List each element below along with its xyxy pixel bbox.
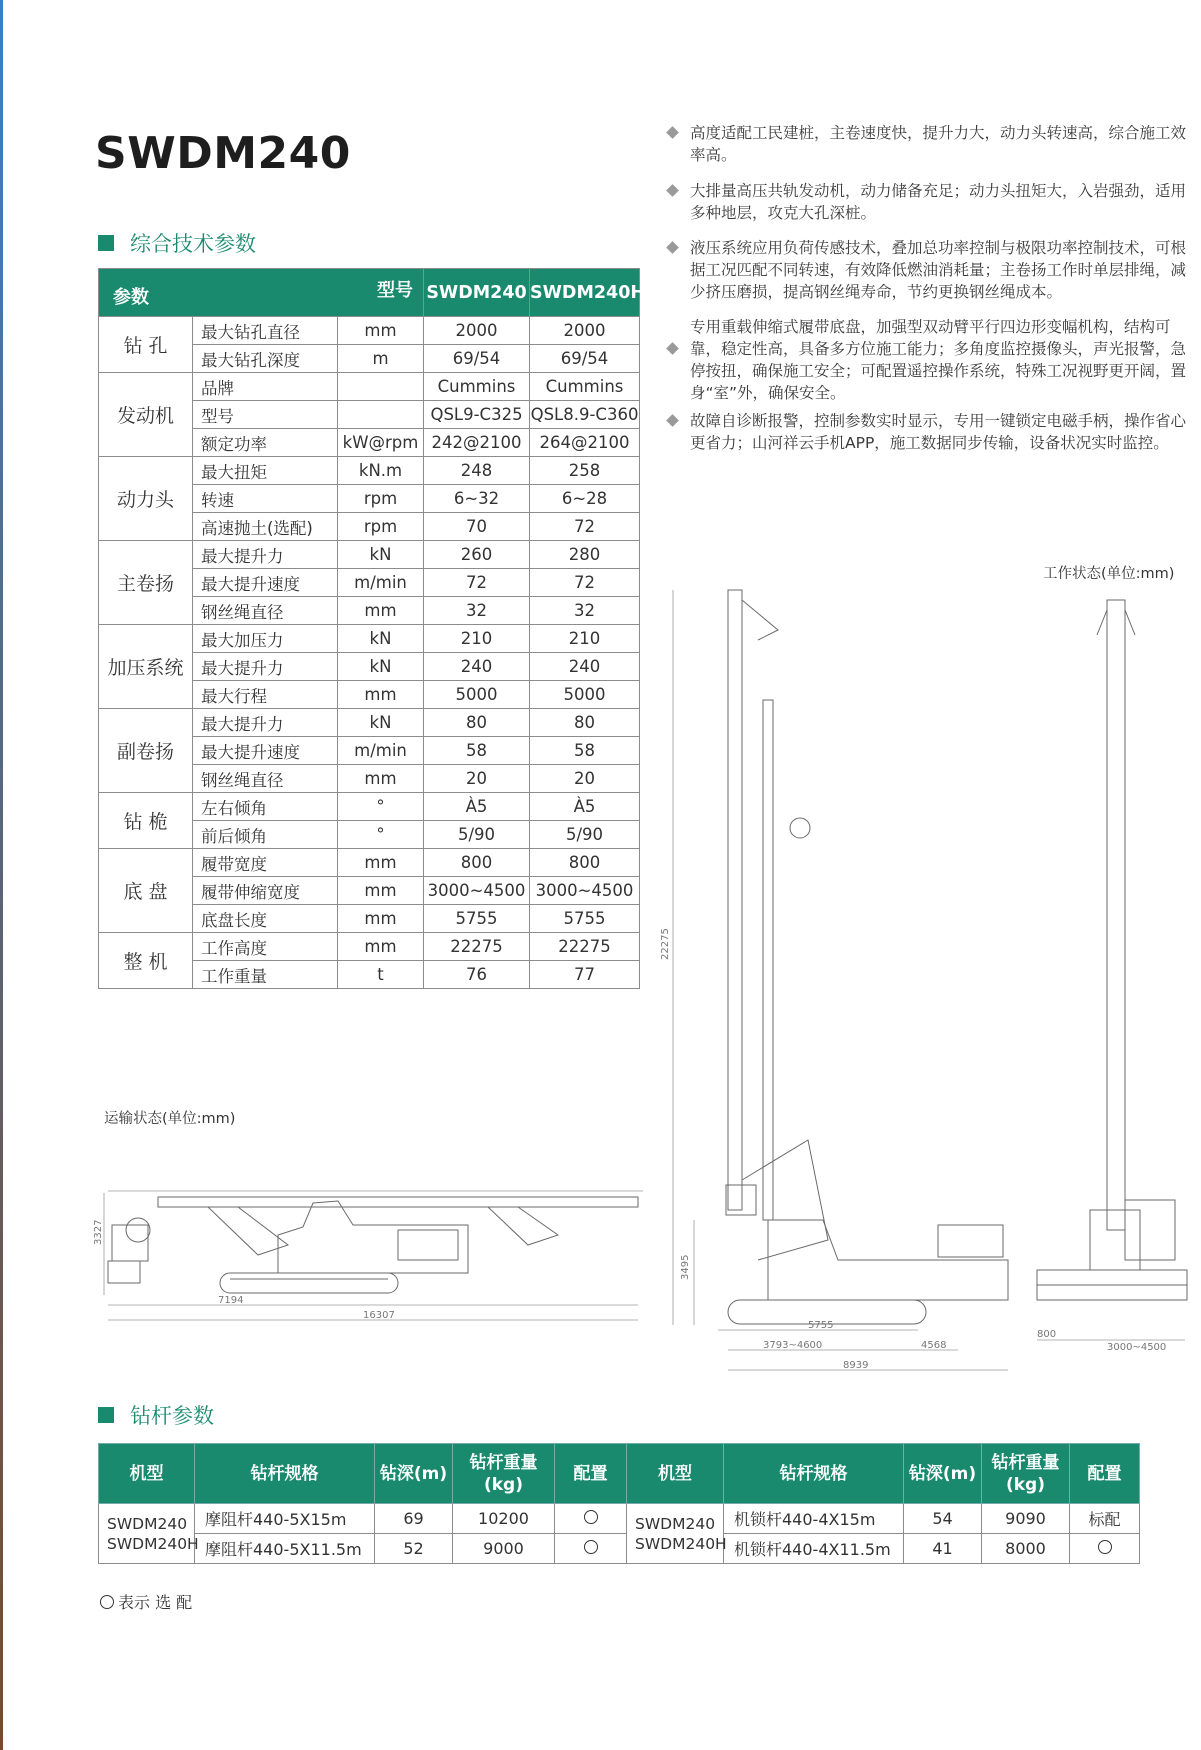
transport-dim-height: 3327 [93, 1219, 104, 1245]
spec-item: 最大行程 [193, 681, 338, 709]
spec-unit: mm [338, 681, 424, 709]
spec-value-1: 6~32 [424, 485, 530, 513]
spec-unit: kN.m [338, 457, 424, 485]
rod-left-models: SWDM240 SWDM240H [99, 1504, 195, 1564]
spec-unit: rpm [338, 513, 424, 541]
work-caption: 工作状态(单位:mm) [1043, 566, 1175, 582]
spec-group-name: 整 机 [99, 933, 193, 989]
spec-value-1: 32 [424, 597, 530, 625]
spec-group-name: 加压系统 [99, 625, 193, 709]
spec-row [99, 625, 640, 653]
rod-header-row [99, 1444, 1140, 1504]
header-model-1: SWDM240 [424, 269, 530, 317]
spec-value-1: 240 [424, 653, 530, 681]
rod-row-1 [99, 1504, 1140, 1534]
work-dim-chassis: 5755 [808, 1320, 834, 1331]
rod-spec: 摩阻杆440-5X11.5m [195, 1534, 375, 1564]
spec-unit: kW@rpm [338, 429, 424, 457]
rod-weight: 8000 [982, 1534, 1070, 1564]
diamond-bullet-icon [666, 342, 679, 355]
spec-item: 底盘长度 [193, 905, 338, 933]
rod-depth: 69 [375, 1504, 453, 1534]
spec-table-body [99, 317, 640, 989]
spec-value-1: 210 [424, 625, 530, 653]
spec-item: 转速 [193, 485, 338, 513]
spec-value-1: 242@2100 [424, 429, 530, 457]
spec-item: 额定功率 [193, 429, 338, 457]
spec-value-2: 77 [530, 961, 640, 989]
rod-header-cell: 钻深(m) [904, 1444, 982, 1504]
rod-depth: 41 [904, 1534, 982, 1564]
spec-value-1: 58 [424, 737, 530, 765]
spec-item: 品牌 [193, 373, 338, 401]
section-marker-icon [98, 1407, 114, 1423]
rod-table [98, 1443, 1140, 1564]
rod-header-cell: 钻深(m) [375, 1444, 453, 1504]
spec-value-2: 800 [530, 849, 640, 877]
spec-unit: mm [338, 905, 424, 933]
spec-value-1: 3000~4500 [424, 877, 530, 905]
rod-section-heading [98, 1400, 214, 1430]
spec-value-2: 72 [530, 569, 640, 597]
spec-item: 履带伸缩宽度 [193, 877, 338, 905]
spec-value-2: 264@2100 [530, 429, 640, 457]
rod-config [1070, 1534, 1140, 1564]
spec-item: 高速抛土(选配) [193, 513, 338, 541]
spec-unit: ° [338, 793, 424, 821]
diamond-bullet-icon [666, 414, 679, 427]
spec-row [99, 849, 640, 877]
work-drawing-side [660, 580, 1008, 1390]
spec-unit: mm [338, 877, 424, 905]
transport-dim-front: 7194 [218, 1295, 244, 1306]
header-model-label: 型号 [377, 280, 414, 301]
spec-value-2: 5/90 [530, 821, 640, 849]
spec-unit: rpm [338, 485, 424, 513]
spec-group-name: 发动机 [99, 373, 193, 457]
legend-note [100, 1590, 192, 1613]
spec-row [99, 457, 640, 485]
spec-item: 最大提升速度 [193, 569, 338, 597]
spec-unit: mm [338, 765, 424, 793]
spec-unit: kN [338, 709, 424, 737]
rod-header-cell: 配置 [555, 1444, 627, 1504]
spec-item: 最大钻孔直径 [193, 317, 338, 345]
spec-item: 最大提升速度 [193, 737, 338, 765]
rod-spec: 机锁杆440-4X15m [724, 1504, 904, 1534]
spec-row [99, 541, 640, 569]
spec-value-1: 69/54 [424, 345, 530, 373]
optional-circle-icon [584, 1540, 598, 1554]
spec-unit [338, 373, 424, 401]
spec-group-name: 主卷扬 [99, 541, 193, 625]
spec-item: 最大提升力 [193, 653, 338, 681]
work-dim-total: 8939 [843, 1360, 869, 1371]
spec-value-2: 20 [530, 765, 640, 793]
rod-header-cell: 钻杆重量 (kg) [453, 1444, 555, 1504]
spec-value-2: 5000 [530, 681, 640, 709]
spec-value-2: 22275 [530, 933, 640, 961]
spec-unit: mm [338, 933, 424, 961]
feature-text: 大排量高压共轨发动机，动力储备充足；动力头扭矩大，入岩强劲，适用多种地层，攻克大孔深桩。 [690, 182, 1187, 222]
rod-header-cell: 机型 [627, 1444, 724, 1504]
spec-group-name: 底 盘 [99, 849, 193, 933]
spec-value-1: 5000 [424, 681, 530, 709]
feature-text: 故障自诊断报警，控制参数实时显示，专用一键锁定电磁手柄，操作省心更省力；山河祥云手机APP，施工数据同步传输，设备状况实时监控。 [690, 412, 1187, 452]
rod-config [555, 1504, 627, 1534]
spec-value-2: QSL8.9-C360 [530, 401, 640, 429]
header-param-label: 参数 [113, 287, 149, 308]
spec-item: 工作重量 [193, 961, 338, 989]
rod-header-cell: 钻杆规格 [724, 1444, 904, 1504]
spec-value-2: 2000 [530, 317, 640, 345]
rod-depth: 52 [375, 1534, 453, 1564]
spec-table [98, 268, 646, 989]
spec-value-1: À5 [424, 793, 530, 821]
spec-item: 型号 [193, 401, 338, 429]
spec-group-name: 钻 孔 [99, 317, 193, 373]
spec-item: 前后倾角 [193, 821, 338, 849]
spec-unit: ° [338, 821, 424, 849]
feature-item [668, 410, 1201, 454]
spec-value-1: 260 [424, 541, 530, 569]
spec-item: 钢丝绳直径 [193, 765, 338, 793]
spec-unit: m/min [338, 737, 424, 765]
spec-row [99, 933, 640, 961]
rod-header-cell: 钻杆重量 (kg) [982, 1444, 1070, 1504]
rod-config [555, 1534, 627, 1564]
spec-value-1: Cummins [424, 373, 530, 401]
spec-unit: kN [338, 653, 424, 681]
spec-value-1: 248 [424, 457, 530, 485]
spec-unit: mm [338, 597, 424, 625]
spec-value-1: 5/90 [424, 821, 530, 849]
spec-unit [338, 401, 424, 429]
spec-row [99, 793, 640, 821]
work-drawing-front [1035, 580, 1195, 1370]
spec-value-2: 280 [530, 541, 640, 569]
rod-weight: 10200 [453, 1504, 555, 1534]
spec-row [99, 709, 640, 737]
rod-header-cell: 配置 [1070, 1444, 1140, 1504]
diamond-bullet-icon [666, 126, 679, 139]
spec-item: 最大加压力 [193, 625, 338, 653]
spec-value-1: 22275 [424, 933, 530, 961]
spec-unit: mm [338, 317, 424, 345]
spec-value-1: 2000 [424, 317, 530, 345]
optional-circle-icon [100, 1595, 114, 1609]
spec-row [99, 317, 640, 345]
spec-value-2: 32 [530, 597, 640, 625]
spec-value-1: 70 [424, 513, 530, 541]
page-title: SWDM240 [95, 128, 351, 179]
diamond-bullet-icon [666, 241, 679, 254]
spec-value-2: Cummins [530, 373, 640, 401]
spec-row [99, 373, 640, 401]
feature-item [668, 316, 1201, 404]
transport-caption: 运输状态(单位:mm) [104, 1111, 236, 1127]
spec-value-1: QSL9-C325 [424, 401, 530, 429]
work-dim-height: 22275 [660, 928, 671, 960]
feature-item [668, 180, 1201, 224]
spec-item: 最大扭矩 [193, 457, 338, 485]
spec-group-name: 副卷扬 [99, 709, 193, 793]
rod-config: 标配 [1070, 1504, 1140, 1534]
optional-circle-icon [1098, 1540, 1112, 1554]
work-dim-rear: 4568 [921, 1340, 947, 1351]
feature-text: 液压系统应用负荷传感技术，叠加总功率控制与极限功率控制技术，可根据工况匹配不同转速，有效降低燃油消耗量；主卷扬工作时单层排绳，减少挤压磨损，提高钢丝绳寿命，节约更换钢丝绳成本。 [690, 239, 1187, 301]
section-marker-icon [98, 235, 114, 251]
rod-spec: 机锁杆440-4X11.5m [724, 1534, 904, 1564]
rod-right-models: SWDM240 SWDM240H [627, 1504, 724, 1564]
work-dim-track-span: 3000~4500 [1107, 1342, 1167, 1353]
spec-value-1: 80 [424, 709, 530, 737]
spec-item: 履带宽度 [193, 849, 338, 877]
header-model-2: SWDM240H [530, 269, 640, 317]
note-text: 表示 选 配 [118, 1593, 193, 1612]
spec-value-2: 240 [530, 653, 640, 681]
transport-dim-length: 16307 [363, 1310, 395, 1321]
rod-header-cell: 钻杆规格 [195, 1444, 375, 1504]
spec-value-1: 800 [424, 849, 530, 877]
page-edge-strip [0, 0, 3, 1750]
spec-header-param [99, 269, 424, 317]
feature-text: 高度适配工民建桩，主卷速度快，提升力大，动力头转速高，综合施工效率高。 [690, 124, 1187, 164]
spec-section-title: 综合技术参数 [130, 232, 256, 256]
spec-value-2: 69/54 [530, 345, 640, 373]
spec-header-row [99, 269, 640, 317]
rod-row-2 [99, 1534, 1140, 1564]
work-dim-base-height: 3495 [680, 1254, 691, 1280]
rod-weight: 9000 [453, 1534, 555, 1564]
feature-item [668, 122, 1201, 166]
spec-item: 左右倾角 [193, 793, 338, 821]
spec-value-2: À5 [530, 793, 640, 821]
spec-unit: kN [338, 625, 424, 653]
feature-text: 专用重载伸缩式履带底盘，加强型双动臂平行四边形变幅机构，结构可靠，稳定性高，具备多方位施工能力；多角度监控摄像头，声光报警，急停按扭，确保施工安全；可配置遥控操作系统，特殊工况视野更开阔，置身“室”外，确保安全。 [690, 318, 1187, 402]
spec-value-2: 58 [530, 737, 640, 765]
diamond-bullet-icon [666, 184, 679, 197]
spec-group-name: 钻 桅 [99, 793, 193, 849]
spec-value-2: 6~28 [530, 485, 640, 513]
spec-unit: t [338, 961, 424, 989]
spec-item: 工作高度 [193, 933, 338, 961]
work-dim-track-width: 800 [1037, 1329, 1057, 1340]
spec-value-2: 5755 [530, 905, 640, 933]
spec-unit: kN [338, 541, 424, 569]
feature-item [668, 237, 1201, 303]
spec-item: 最大提升力 [193, 541, 338, 569]
spec-value-2: 3000~4500 [530, 877, 640, 905]
spec-item: 最大钻孔深度 [193, 345, 338, 373]
rod-section-title: 钻杆参数 [130, 1404, 214, 1428]
spec-value-2: 210 [530, 625, 640, 653]
spec-value-1: 76 [424, 961, 530, 989]
spec-value-1: 5755 [424, 905, 530, 933]
transport-drawing [93, 1185, 646, 1325]
spec-unit: m [338, 345, 424, 373]
rod-spec: 摩阻杆440-5X15m [195, 1504, 375, 1534]
spec-value-1: 20 [424, 765, 530, 793]
spec-unit: m/min [338, 569, 424, 597]
spec-unit: mm [338, 849, 424, 877]
spec-item: 最大提升力 [193, 709, 338, 737]
spec-value-2: 258 [530, 457, 640, 485]
spec-section-heading [98, 228, 256, 258]
spec-value-2: 72 [530, 513, 640, 541]
spec-group-name: 动力头 [99, 457, 193, 541]
spec-value-1: 72 [424, 569, 530, 597]
rod-depth: 54 [904, 1504, 982, 1534]
spec-item: 钢丝绳直径 [193, 597, 338, 625]
work-dim-front: 3793~4600 [763, 1340, 823, 1351]
rod-header-cell: 机型 [99, 1444, 195, 1504]
rod-weight: 9090 [982, 1504, 1070, 1534]
spec-value-2: 80 [530, 709, 640, 737]
optional-circle-icon [584, 1510, 598, 1524]
